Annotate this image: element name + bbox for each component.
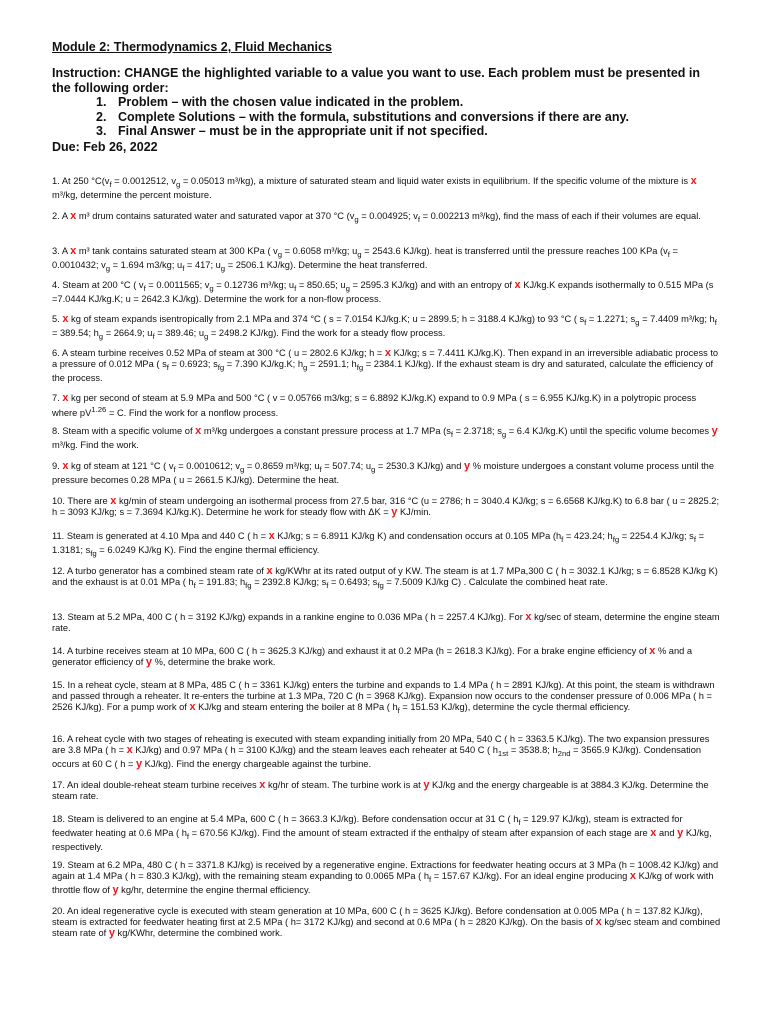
problem-item: 15. In a reheat cycle, steam at 8 MPa, 485 C ( h = 3361 KJ/kg) enters the turbine and expands to 1.4 MPa ( h = 2891 KJ/kg). At this point, the steam is withdrawn and passed through a reheater. It re-enters the turbine at 1.3 MPa, 720 C (h = 3968 KJ/kg). Expansion now occurs to the condenser pressure of 0.006 MPa ( h = 2526 KJ/kg). For a pump work of x KJ/kg and steam entering the boiler at 8 MPa ( $h_f = 151.53$ KJ/kg), determine the cycle thermal efficiency. <box>52 680 715 716</box>
highlight-variable-y: y <box>677 827 684 840</box>
highlight-variable-x: x <box>110 495 117 507</box>
problem-item: 2. A x m³ drum contains saturated water and saturated vapor at 370 °C ($v_g = 0.004925$; $v_f = 0.002213$ m³/kg), find the mass of each if their volumes are equal. <box>52 210 701 224</box>
highlight-variable-x: x <box>266 565 273 577</box>
problem-item: 12. A turbo generator has a combined steam rate of x kg/KWhr at its rated output of y KW. The steam is at 1.7 MPa,300 C ( h = 3032.1 KJ/kg; s = 6.8528 KJ/kg K) and the exhaust is at 0.01 MPa ( $h_f = 191.83$; $h_{fg} = 2392.8$ KJ/kg; $s_f = 0.6493$; $s_{fg} = 7.5009$ KJ/kg C) . Calculate the combined heat rate. <box>52 565 718 591</box>
highlight-variable-y: y <box>145 656 153 669</box>
highlight-variable-x: x <box>650 827 657 840</box>
highlight-variable-x: x <box>62 313 69 325</box>
problem-item: 13. Steam at 5.2 MPa, 400 C ( h = 3192 KJ/kg) expands in a rankine engine to 0.036 MPa ( h = 2257.4 KJ/kg). For x kg/sec of steam, determine the engine steam rate. <box>52 611 720 634</box>
highlight-variable-y: y <box>135 758 143 771</box>
highlight-variable-x: x <box>690 175 697 187</box>
problem-item: 16. A reheat cycle with two stages of reheating is executed with steam expanding initially from 20 MPa, 540 C ( h = 3363.5 KJ/kg). The two expansion pressures are 3.8 MPa ( h = x KJ/kg) and 0.97 MPa ( h = 3100 KJ/kg) and the steam leaves each reheater at 540 C ( $h_{1st} = 3538.8$; $h_{2nd} = 3565.9$ KJ/kg). Condensation occurs at 60 C ( h = y KJ/kg). Find the energy chargeable against the turbine. <box>52 734 710 771</box>
highlight-variable-x: x <box>62 460 69 472</box>
due-date: Due: Feb 26, 2022 <box>52 140 158 154</box>
highlight-variable-x: x <box>384 347 392 359</box>
highlight-variable-x: x <box>195 425 202 437</box>
highlight-variable-y: y <box>463 460 471 472</box>
highlight-variable-x: x <box>62 392 69 404</box>
highlight-variable-x: x <box>268 530 275 542</box>
problem-item: 5. x kg of steam expands isentropically from 2.1 MPa and 374 °C ( s = 7.0154 KJ/kg.K; u = 2899.5; h = 3188.4 KJ/kg) to 93 °C ( $s_f = 1.2271$; $s_g = 7.4409$ m³/kg; $h_f = 389.54$; $h_g = 2664.9$; $u_f = 389.46$; $u_g = 2498.2$ KJ/kg). Find the work for a steady flow process. <box>52 313 717 341</box>
highlight-variable-y: y <box>423 779 430 791</box>
highlight-variable-x: x <box>70 245 77 257</box>
highlight-variable-y: y <box>112 884 119 897</box>
problem-item: 4. Steam at 200 °C ( $v_f = 0.0011565$; $v_g = 0.12736$ m³/kg; $u_f = 850.65$; $u_g = 2595.3$ KJ/kg) and with an entropy of x KJ/kg.K expands isothermally to 0.515 MPa (s =7.0444 KJ/kg.K; u = 2642.3 KJ/kg). Determine the work for a non-flow process. <box>52 279 714 305</box>
highlight-variable-x: x <box>126 744 133 757</box>
problem-item: 19. Steam at 6.2 MPa, 480 C ( h = 3371.8 KJ/kg) is received by a regenerative engine. Extractions for feedwater heating occurs at 3 MPa (h = 1008.42 KJ/kg) and again at 1.4 MPa ( h = 830.3 KJ/kg), with the remaining steam expanding to 0.0065 MPa ( $h_f = 157.67$ KJ/kg). For an ideal engine producing x KJ/kg of work with throttle flow of y kg/hr, determine the engine thermal efficiency. <box>52 860 719 897</box>
highlight-variable-y: y <box>711 425 718 437</box>
highlight-variable-x: x <box>259 779 266 791</box>
problem-item: 6. A steam turbine receives 0.52 MPa of steam at 300 °C ( u = 2802.6 KJ/kg; h = x KJ/kg; s = 7.4411 KJ/kg.K). Then expand in an irreversible adiabatic process to a pressure of 0.012 MPa ( $s_f = 0.6923$; $s_{fg} = 7.390$ KJ/kg.K; $h_g = 2591.1$; $h_{fg} = 2384.1$ KJ/kg). If the exhaust steam is dry and saturated, calculate the efficiency of the process. <box>52 347 719 384</box>
problem-item: 3. A x m³ tank contains saturated steam at 300 KPa ( $v_g = 0.6058$ m³/kg; $u_g = 2543.6$ KJ/kg). heat is transferred until the pressure reaches 100 KPa ($v_f = 0.0010432$; $v_g = 1.694$ m3/kg; $u_f = 417$; $u_g = 2506.1$ KJ/kg). Determine the heat transferred. <box>52 245 678 273</box>
highlight-variable-x: x <box>70 210 77 222</box>
instruction-intro: Instruction: CHANGE the highlighted variable to a value you want to use. Each problem must be presented in the following order: <box>52 66 701 95</box>
problem-item: 14. A turbine receives steam at 10 MPa, 600 C ( h = 3625.3 KJ/kg) and exhaust it at 0.2 MPa (h = 2618.3 KJ/kg). For a brake engine efficiency of x % and a generator efficiency of y %, determine the brake work. <box>52 645 693 669</box>
problem-item: 17. An ideal double-reheat steam turbine receives x kg/hr of steam. The turbine work is at y KJ/kg and the energy chargeable is at 3884.3 KJ/kg. Determine the steam rate. <box>52 779 709 802</box>
problem-item: 20. An ideal regenerative cycle is executed with steam generation at 10 MPa, 600 C ( h = 3625 KJ/kg). Before condensation at 0.005 MPa ( h = 137.82 KJ/kg), steam is extracted for feedwater heating first at 2.5 MPa ( h= 3172 KJ/kg) and second at 0.6 MPa ( h = 2820 KJ/kg). On the basis of x kg/sec steam and combined steam rate of y kg/KWhr, determine the combined work. <box>52 906 721 940</box>
instruction-step: 2. Complete Solutions – with the formula, substitutions and conversions if there are any. <box>96 109 629 124</box>
highlight-variable-y: y <box>108 927 115 940</box>
instruction-step: 3. Final Answer – must be in the appropriate unit if not specified. <box>96 124 488 138</box>
problem-item: 8. Steam with a specific volume of x m³/kg undergoes a constant pressure process at 1.7 MPa ($s_f = 2.3718$; $s_g = 6.4$ KJ/kg.K) until the specific volume becomes y m³/kg. Find the work. <box>52 425 718 451</box>
highlight-variable-x: x <box>649 645 656 657</box>
problem-item: 11. Steam is generated at 4.10 Mpa and 440 C ( h = x KJ/kg; s = 6.8911 KJ/kg K) and condensation occurs at 0.105 MPa ($h_f = 423.24$; $h_{fg} = 2254.4$ KJ/kg; $s_f = 1.3181$; $s_{fg} = 6.0249$ KJ/kg K). Find the engine thermal efficiency. <box>52 530 705 558</box>
highlight-variable-y: y <box>391 506 398 519</box>
instruction-steps <box>52 95 722 139</box>
instruction-step: 1. Problem – with the chosen value indicated in the problem. <box>96 95 464 109</box>
highlight-variable-x: x <box>525 611 532 623</box>
problem-item: 1. At 250 $^\circ C(v_f = 0.0012512$, $v_g = 0.05013$ m³/kg), a mixture of saturated steam and liquid water exists in equilibrium. If the specific volume of the mixture is x m³/kg, determine the percent moisture. <box>52 175 697 201</box>
problem-item: 9. x kg of steam at 121 °C ( $v_f = 0.0010612$; $v_g = 0.8659$ m³/kg; $u_f = 507.74$; $u_g = 2530.3$ KJ/kg) and y % moisture undergoes a constant volume process until the pressure becomes 0.28 MPa ( u = 2661.5 KJ/kg). Determine the heat. <box>52 460 715 486</box>
highlight-variable-x: x <box>595 916 602 929</box>
problem-item: 18. Steam is delivered to an engine at 5.4 MPa, 600 C ( h = 3663.3 KJ/kg). Before condensation occur at 31 C ( $h_f = 129.97$ KJ/kg), steam is extracted for feedwater heating at 0.6 MPa ( $h_f = 670.56$ KJ/kg). Find the amount of steam extracted if the enthalpy of steam after expansion of each stage are x and y KJ/kg, respectively. <box>52 814 712 853</box>
problem-item: 7. x kg per second of steam at 5.9 MPa and 500 °C ( v = 0.05766 m3/kg; s = 6.8892 KJ/kg.K) expand to 0.9 MPa ( s = 6.955 KJ/kg.K) in a polytropic process where $pV^{1.26} = C$. Find the work for a nonflow process. <box>52 392 697 419</box>
highlight-variable-x: x <box>189 701 196 714</box>
instruction-block <box>52 66 722 139</box>
highlight-variable-x: x <box>514 279 521 291</box>
problem-item: 10. There are x kg/min of steam undergoing an isothermal process from 27.5 bar, 316 °C (u = 2786; h = 3040.4 KJ/kg; s = 6.6568 KJ/kg.K) to 6.8 bar ( u = 2825.2; h = 3093 KJ/kg; s = 7.3694 KJ/kg.K). Determine he work for steady flow with ΔK = y KJ/min. <box>52 495 720 519</box>
page-title: Module 2: Thermodynamics 2, Fluid Mechanics <box>52 40 332 54</box>
highlight-variable-x: x <box>629 870 637 883</box>
